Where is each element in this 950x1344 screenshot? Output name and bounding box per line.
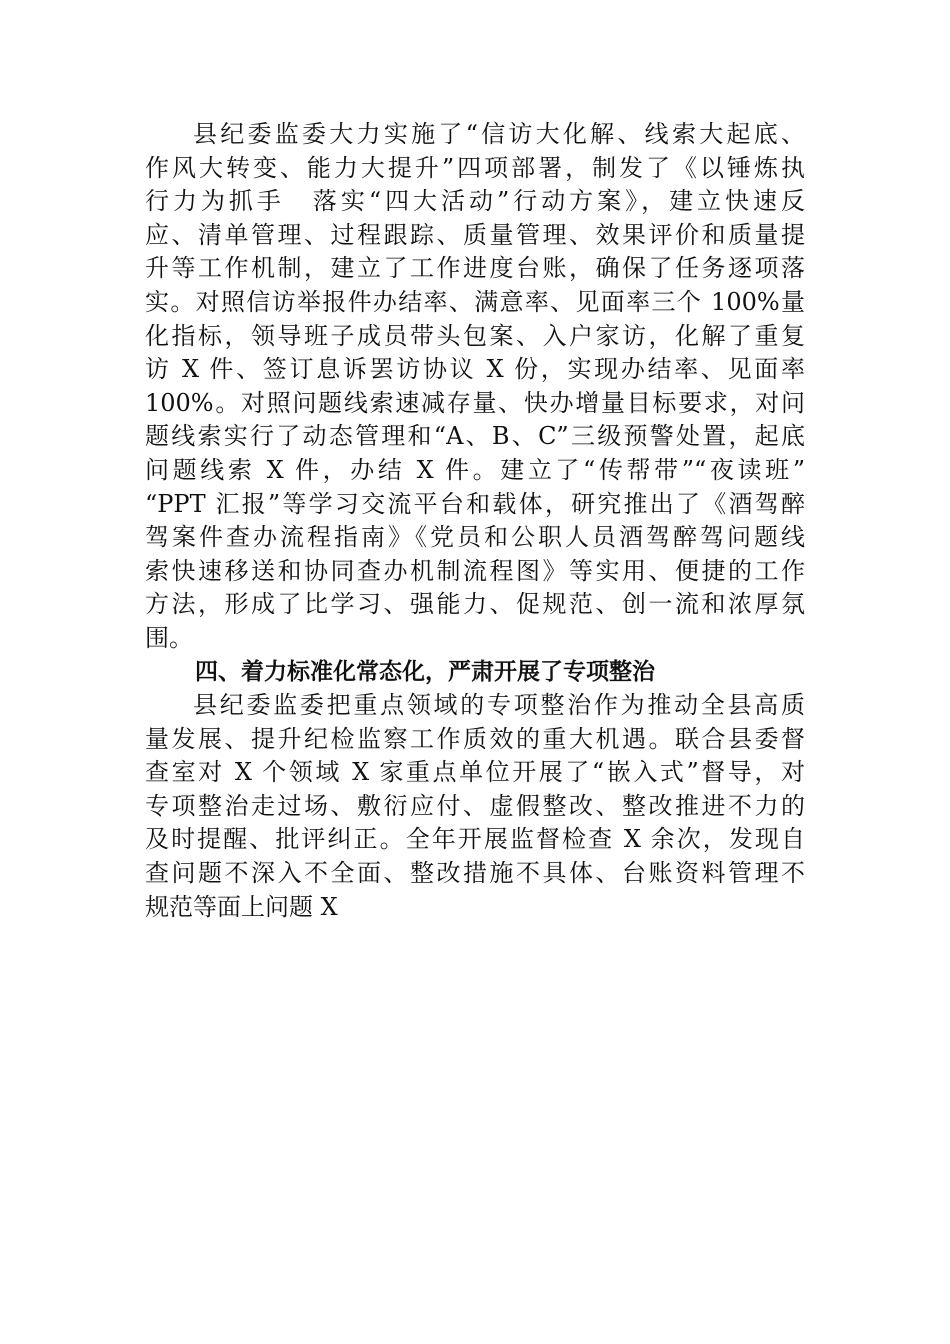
paragraph-line: 查室对 X 个领域 X 家重点单位开展了“嵌入式”督导，对	[145, 758, 805, 787]
paragraph-line: 应、清单管理、过程跟踪、质量管理、效果评价和质量提	[145, 220, 805, 249]
document-body	[145, 118, 805, 924]
paragraph-line: 围。	[145, 623, 193, 652]
paragraph-line: “PPT 汇报”等学习交流平台和载体，研究推出了《酒驾醉	[145, 489, 805, 518]
paragraph-line: 专项整治走过场、敷衍应付、虚假整改、整改推进不力的	[145, 791, 805, 820]
paragraph-line: 实。对照信访举报件办结率、满意率、见面率三个 100%量	[145, 287, 805, 316]
paragraph-2	[145, 689, 805, 924]
paragraph-line: 升等工作机制，建立了工作进度台账，确保了任务逐项落	[145, 254, 805, 283]
paragraph-line: 行力为抓手 落实“四大活动”行动方案》，建立快速反	[145, 187, 805, 216]
paragraph-1	[145, 118, 805, 656]
paragraph-line: 作风大转变、能力大提升”四项部署，制发了《以锤炼执	[145, 153, 805, 182]
paragraph-line: 问题线索 X 件，办结 X 件。建立了“传帮带”“夜读班”	[145, 455, 805, 484]
paragraph-line: 索快速移送和协同查办机制流程图》等实用、便捷的工作	[145, 556, 805, 585]
paragraph-line: 化指标，领导班子成员带头包案、入户家访，化解了重复	[145, 321, 805, 350]
paragraph-line: 及时提醒、批评纠正。全年开展监督检查 X 余次，发现自	[145, 825, 805, 854]
paragraph-line: 驾案件查办流程指南》《党员和公职人员酒驾醉驾问题线	[145, 523, 805, 552]
paragraph-line: 量发展、提升纪检监察工作质效的重大机遇。联合县委督	[145, 724, 805, 753]
paragraph-line: 县纪委监委把重点领域的专项整治作为推动全县高质	[193, 691, 805, 720]
paragraph-line: 方法，形成了比学习、强能力、促规范、创一流和浓厚氛	[145, 590, 805, 619]
paragraph-line: 县纪委监委大力实施了“信访大化解、线索大起底、	[193, 120, 805, 148]
paragraph-line: 访 X 件、签订息诉罢访协议 X 份，实现办结率、见面率	[145, 355, 805, 384]
paragraph-line: 查问题不深入不全面、整改措施不具体、台账资料管理不	[145, 859, 805, 888]
section-heading: 四、着力标准化常态化，严肃开展了专项整治	[195, 658, 655, 685]
paragraph-line: 规范等面上问题 X	[145, 892, 338, 921]
paragraph-line: 100%。对照问题线索速减存量、快办增量目标要求，对问	[145, 388, 805, 417]
paragraph-line: 题线索实行了动态管理和“A、B、C”三级预警处置，起底	[145, 422, 805, 451]
